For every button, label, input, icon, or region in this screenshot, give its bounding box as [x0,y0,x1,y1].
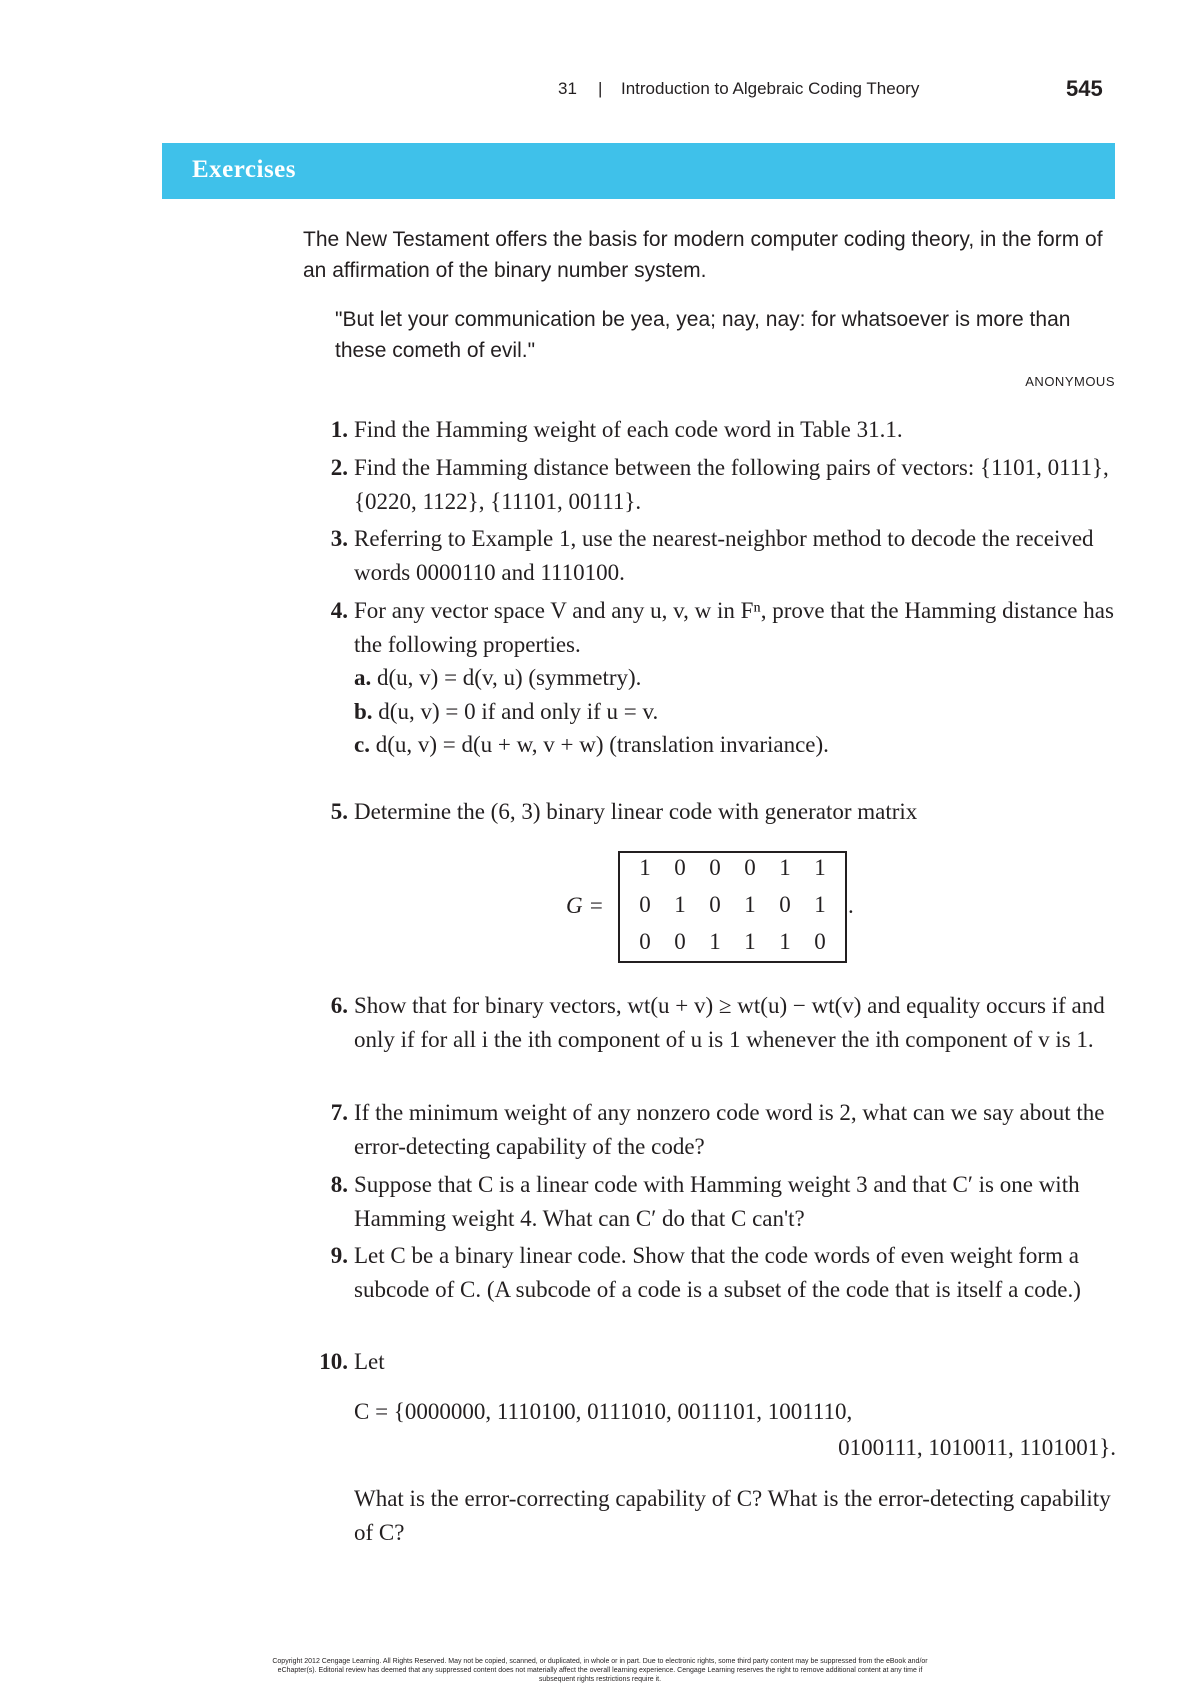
exercise-number: 8. [330,1172,348,1197]
part-text: d(u, v) = d(u + w, v + w) (translation invariance). [375,732,829,757]
epigraph-attribution: ANONYMOUS [1025,374,1115,389]
section-title: Exercises [192,156,297,183]
exercise-number: 10. [319,1349,348,1374]
matrix-entry: 0 [744,855,756,880]
epigraph-quote: "But let your communication be yea, yea; nay, nay: for whatsoever is more than these cometh of evil." [335,308,1071,362]
part-text: d(u, v) = 0 if and only if u = v. [378,698,659,724]
matrix-entry: 1 [814,855,826,880]
exercise-text: For any vector space V and any u, v, w in Fⁿ, prove that the Hamming distance has the following properties. [354,598,1114,657]
exercise-text: Let [354,1349,385,1374]
exercise-number: 5. [330,799,348,824]
exercise-part-b [354,695,1116,729]
exercise-number: 9. [330,1243,348,1268]
matrix-label: G = [566,893,604,918]
chapter-title: Introduction to Algebraic Coding Theory [621,79,920,98]
matrix-entry: 0 [779,892,791,917]
matrix-entry: 1 [814,892,826,917]
exercise-body [354,594,1116,762]
matrix-entry: 0 [674,929,686,954]
matrix-period: . [848,893,854,918]
exercise-number: 4. [330,598,348,623]
exercise-text: Show that for binary vectors, wt(u + v) ≥ wt(u) − wt(v) and equality occurs if and only if for all i the ith component of u is 1 whenever the ith component of v is 1. [354,993,1105,1052]
exercise-part-a [354,661,1116,695]
matrix-entry: 0 [674,855,686,880]
matrix-entry: 0 [709,892,721,917]
exercise-text: Suppose that C is a linear code with Hamming weight 3 and that C′ is one with Hamming weight 4. What can C′ do that C can't? [354,1172,1080,1231]
code-set [354,1394,1116,1466]
exercise-text: Determine the (6, 3) binary linear code with generator matrix [354,799,918,824]
part-label: c. [354,732,370,757]
matrix-entry: 1 [779,855,791,880]
matrix-brackets [618,851,847,963]
exercise-text: Let C be a binary linear code. Show that the code words of even weight form a subcode of C. (A subcode of a code is a subset of the code that is itself a code.) [354,1243,1081,1302]
matrix-entry: 0 [709,855,721,880]
exercise-text: Find the Hamming distance between the following pairs of vectors: {1101, 0111}, {0220, 1122}, {11101, 00111}. [354,455,1109,514]
exercise-10-question: What is the error-correcting capability of C? What is the error-detecting capability of C? [354,1486,1111,1545]
matrix-row-2 [630,892,835,918]
code-set-line-1: C = {0000000, 1110100, 0111010, 0011101, 1001110, [354,1399,853,1424]
epigraph-text: The New Testament offers the basis for modern computer coding theory, in the form of an affirmation of the binary number system. [303,228,1103,282]
matrix-entry: 1 [779,929,791,954]
exercise-number: 2. [330,455,348,480]
copyright-notice: Copyright 2012 Cengage Learning. All Rights Reserved. May not be copied, scanned, or duplicated, in whole or in part. Due to electronic rights, some third party content may be suppressed from the eBook and/or eChapter(s). Editorial review has deemed that any suppressed content does not materially affect the overall learning experience. Cengage Learning reserves the right to remove additional content at any time if subsequent rights restrictions require it. [272,1658,928,1683]
part-label: a. [354,665,372,690]
exercise-number: 3. [330,526,348,551]
code-set-line-2: 0100111, 1010011, 1101001}. [838,1435,1116,1460]
matrix-entry: 1 [674,892,686,917]
matrix-entry: 1 [639,855,651,880]
matrix-entry: 0 [639,929,651,954]
chapter-number: 31 [558,79,577,98]
exercise-number: 1. [330,417,348,442]
running-head [0,76,1200,106]
page-number: 545 [1066,76,1103,101]
exercise-part-c [354,728,1116,762]
exercise-text: If the minimum weight of any nonzero code word is 2, what can we say about the error-detecting capability of the code? [354,1100,1105,1159]
exercise-text: Find the Hamming weight of each code word in Table 31.1. [354,417,903,442]
exercise-number: 6. [330,993,348,1018]
matrix-entry: 1 [709,929,721,954]
exercise-number: 7. [330,1100,348,1125]
matrix-entry: 1 [744,929,756,954]
part-label: b. [354,698,373,724]
matrix-entry: 0 [814,929,826,954]
running-head-separator: | [598,79,603,98]
matrix-entry: 0 [639,892,651,917]
matrix-row-1 [630,855,835,881]
matrix-entry: 1 [744,892,756,917]
part-text: d(u, v) = d(v, u) (symmetry). [377,665,642,690]
section-heading-band [162,143,1115,199]
exercise-text: Referring to Example 1, use the nearest-neighbor method to decode the received words 0000110 and 1110100. [354,526,1094,585]
matrix-row-3 [630,929,835,955]
